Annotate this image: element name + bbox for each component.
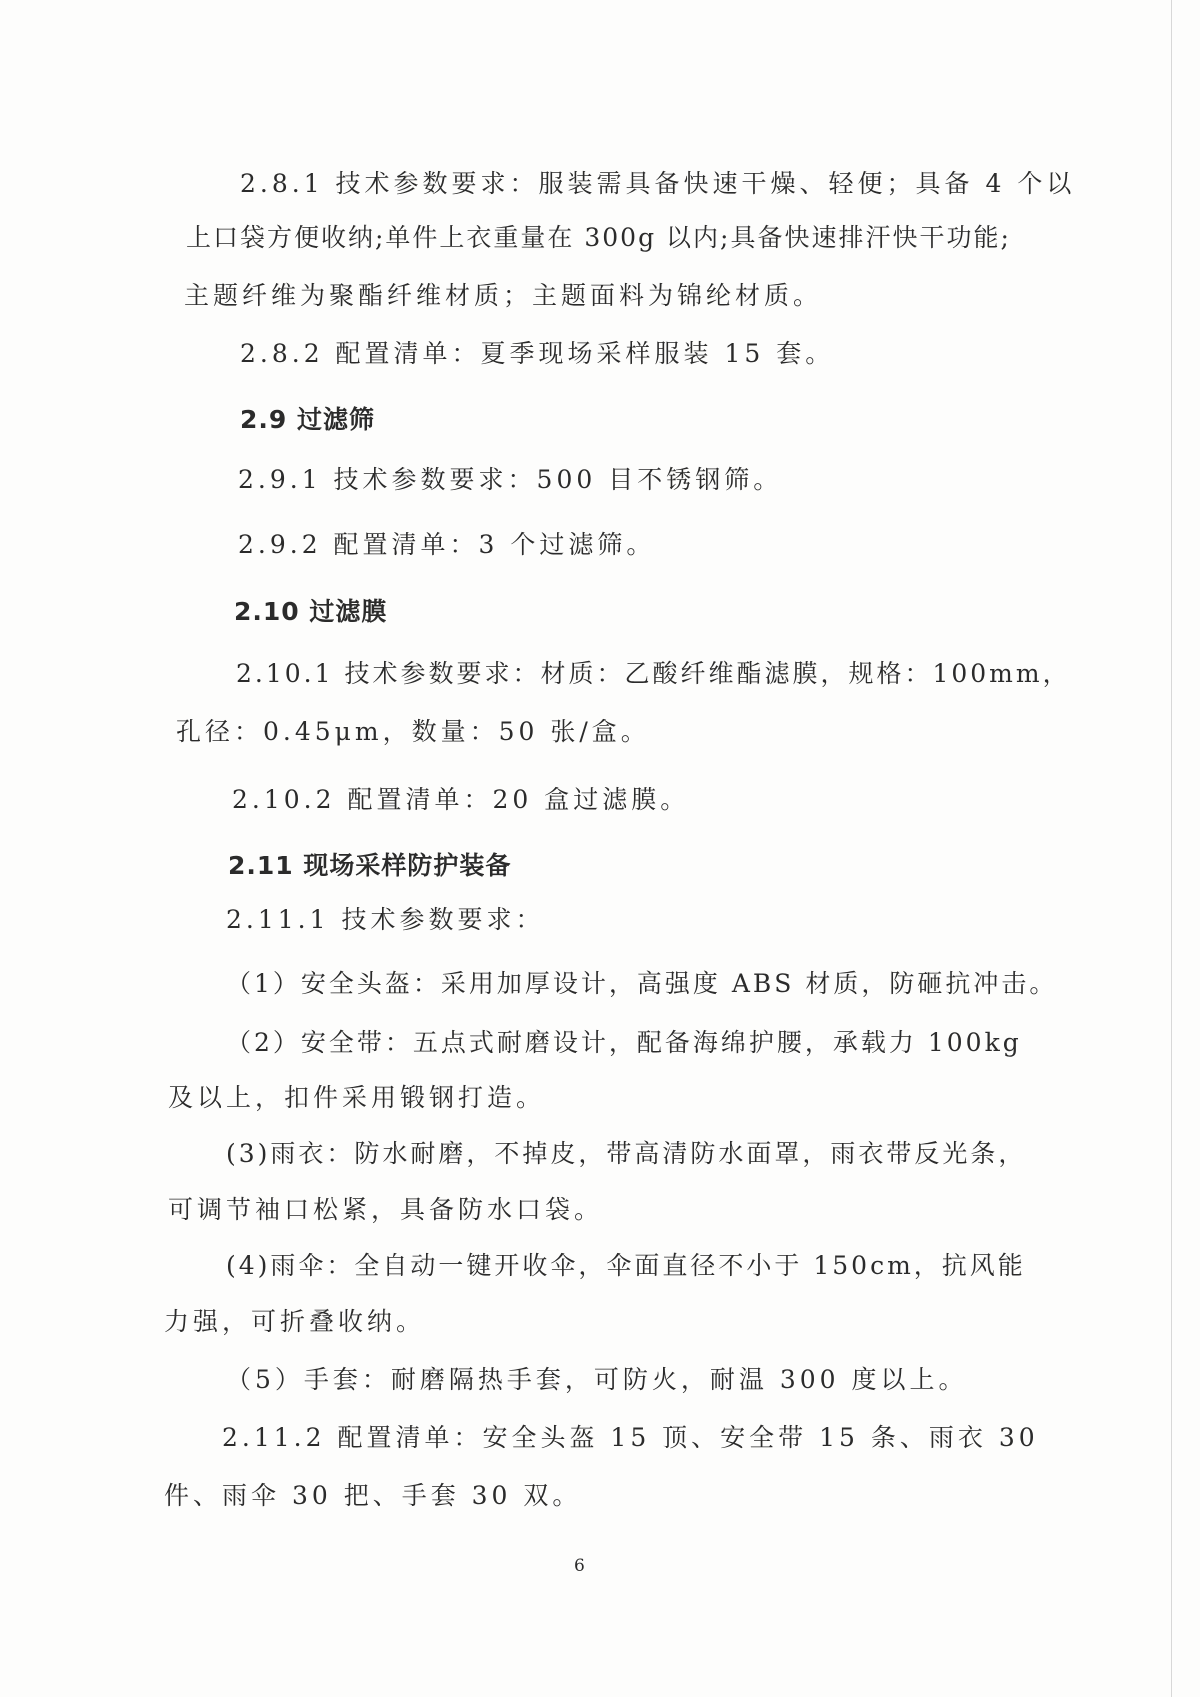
paragraph-2-10-1-line-1: 2.10.1 技术参数要求：材质：乙酸纤维酯滤膜，规格：100mm， (236, 659, 1071, 688)
protective-item-raincoat-line-2: 可调节袖口松紧，具备防水口袋。 (168, 1195, 604, 1224)
protective-item-umbrella-line-2: 力强，可折叠收纳。 (164, 1307, 426, 1336)
paragraph-2-9-1: 2.9.1 技术参数要求：500 目不锈钢筛。 (238, 465, 783, 494)
protective-item-gloves: （5）手套：耐磨隔热手套，可防火，耐温 300 度以上。 (226, 1365, 968, 1394)
paragraph-2-8-1-line-2: 上口袋方便收纳;单件上衣重量在 300g 以内;具备快速排汗快干功能; (186, 223, 1011, 252)
paragraph-2-10-1-line-2: 孔径：0.45μm，数量：50 张/盒。 (176, 717, 650, 746)
paragraph-2-10-2: 2.10.2 配置清单：20 盒过滤膜。 (232, 785, 690, 814)
paragraph-2-11-2-line-1: 2.11.2 配置清单：安全头盔 15 顶、安全带 15 条、雨衣 30 (222, 1423, 1039, 1452)
paragraph-2-8-1-line-1: 2.8.1 技术参数要求：服装需具备快速干燥、轻便；具备 4 个以 (240, 169, 1076, 198)
page-number: 6 (574, 1556, 585, 1576)
protective-item-helmet: （1）安全头盔：采用加厚设计，高强度 ABS 材质，防砸抗冲击。 (226, 969, 1058, 998)
paragraph-2-11-1: 2.11.1 技术参数要求： (226, 905, 545, 934)
protective-item-raincoat-line-1: (3)雨衣：防水耐磨，不掉皮，带高清防水面罩，雨衣带反光条， (226, 1139, 1027, 1168)
protective-item-safety-belt-line-2: 及以上，扣件采用锻钢打造。 (168, 1083, 546, 1112)
paragraph-2-8-2: 2.8.2 配置清单：夏季现场采样服装 15 套。 (240, 339, 835, 368)
protective-item-safety-belt-line-1: （2）安全带：五点式耐磨设计，配备海绵护腰，承载力 100kg (226, 1028, 1022, 1057)
scan-edge-line (1171, 0, 1172, 1697)
protective-item-umbrella-line-1: (4)雨伞：全自动一键开收伞，伞面直径不小于 150cm，抗风能 (226, 1251, 1026, 1280)
section-heading-2-10: 2.10 过滤膜 (234, 597, 388, 626)
section-heading-2-9: 2.9 过滤筛 (240, 405, 375, 434)
paragraph-2-8-1-line-3: 主题纤维为聚酯纤维材质；主题面料为锦纶材质。 (184, 281, 823, 310)
paragraph-2-9-2: 2.9.2 配置清单：3 个过滤筛。 (238, 530, 656, 559)
paragraph-2-11-2-line-2: 件、雨伞 30 把、手套 30 双。 (164, 1481, 582, 1510)
section-heading-2-11: 2.11 现场采样防护装备 (228, 851, 512, 880)
